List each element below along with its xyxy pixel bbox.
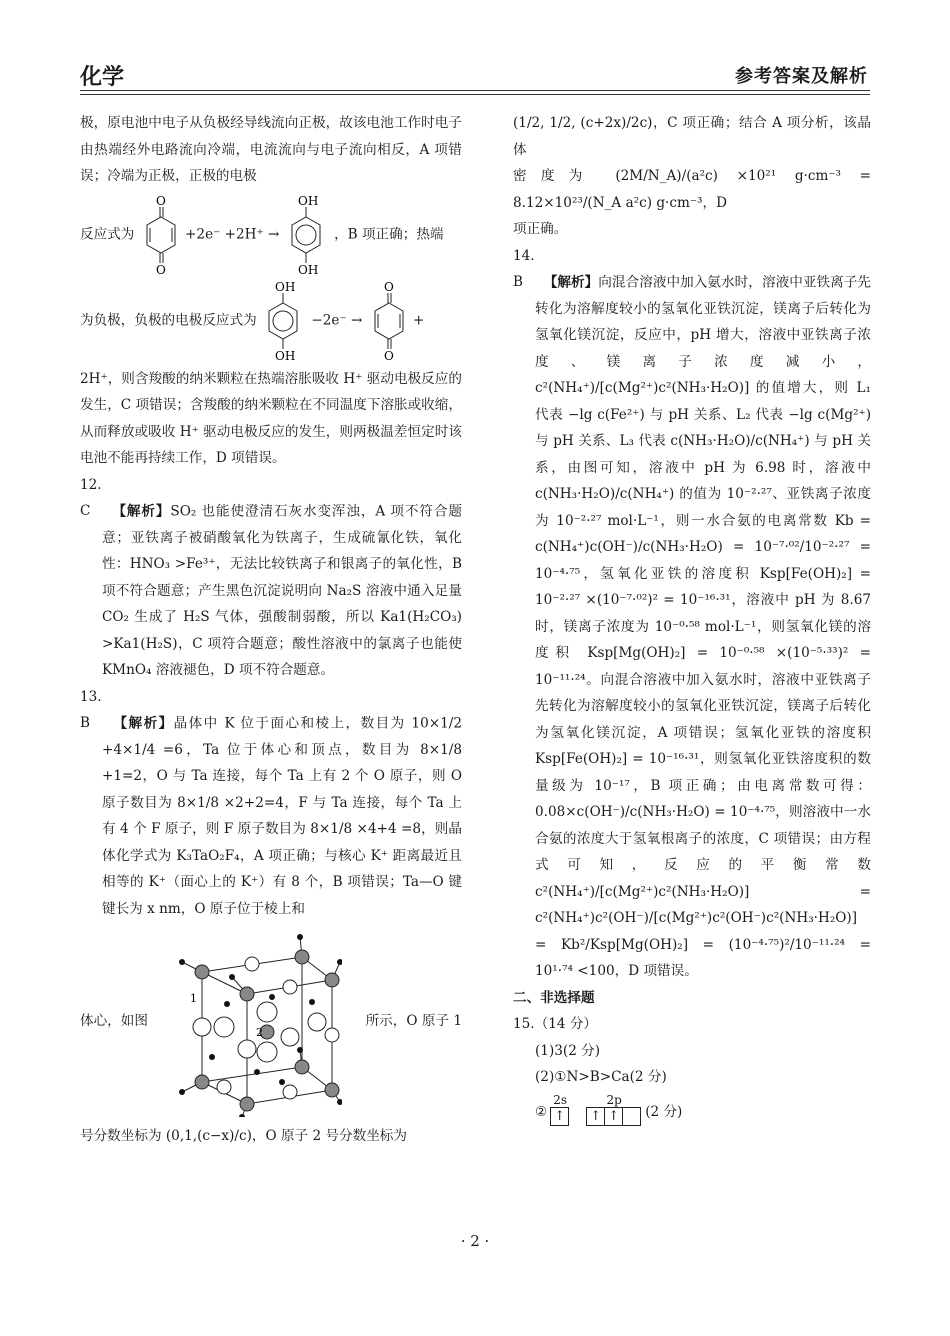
atom-label-1: 1	[189, 992, 197, 1005]
svg-text:OH: OH	[297, 262, 319, 276]
page-number: · 2 ·	[460, 1232, 490, 1250]
header-rule	[80, 90, 870, 91]
hydroquinone-structure	[284, 194, 330, 276]
paragraph: 号分数坐标为 (0,1,(c−x)/c)，O 原子 2 号分数坐标为	[80, 1128, 407, 1144]
svg-text:O: O	[383, 348, 394, 362]
svg-text:OH: OH	[275, 348, 296, 362]
question-15-part-2: (2)①N>B>Ca(2 分)	[535, 1069, 667, 1085]
left-column	[80, 110, 462, 1150]
svg-text:OH: OH	[297, 193, 319, 208]
crystal-figure-row: 体心，如图 1 2 所示，O 原子 1	[80, 926, 462, 1117]
crystal-structure-diagram	[172, 932, 342, 1117]
negative-electrode-equation: 为负极，负极的电极反应式为 OH OH −2e⁻ → O O +	[80, 279, 425, 362]
density-formula: 密度为 (2M/N_A)/(a²c) ×10²¹ g·cm⁻³ = 8.12×10²³/(N_A a²c) g·cm⁻³，D	[513, 168, 871, 211]
section-heading: 二、非选择题	[513, 989, 595, 1006]
benzoquinone-structure	[139, 194, 181, 276]
question-12-answer: 12. C 【解析】SO₂ 也能使澄清石灰水变浑浊，A 项不符合题意；亚铁离子被硝酸氧化为铁离子，生成硫氰化铁，氧化性：HNO₃ >Fe³⁺，无法比较铁离子和银离子的氧化性，B 项不符合题意；产生黑色沉淀说明向 Na₂S 溶液中通入足量 CO₂ 生成了 H₂S 气体，强酸制弱酸，所以 Ka1(H₂CO₃) >Ka1(H₂S)，C 项符合题意；酸性溶液中的氯离子也能使 KMnO₄ 溶液褪色，D 项不符合题意。	[80, 476, 462, 678]
header-rule-2	[80, 94, 870, 95]
svg-text:O: O	[383, 279, 394, 294]
svg-text:O: O	[155, 193, 166, 208]
hydroquinone-structure	[261, 280, 307, 362]
svg-text:O: O	[155, 262, 166, 276]
question-13-answer: 13. B 【解析】晶体中 K 位于面心和棱上，数目为 10×1/2 +4×1/4 =6，Ta 位于体心和顶点，数目为 8×1/8 +1=2，O 与 Ta 连接，每个 Ta 上有 2 个 O 原子，则 O 原子数目为 8×1/8 ×2+2=4，F 与 Ta 连接，每个 Ta 上有 4 个 F 原子，则 F 原子数目为 8×1/8 ×4+4 =8，则晶体化学式为 K₃TaO₂F₄，A 项正确；与核心 K⁺ 距离最近且相等的 K⁺（面心上的 K⁺）有 8 个，B 项错误；Ta—O 键键长为 x nm，O 原子位于棱上和	[80, 688, 462, 917]
question-14-answer: 14. B 【解析】向混合溶液中加入氨水时，溶液中亚铁离子先转化为溶解度较小的氢氧化亚铁沉淀，镁离子后转化为氢氧化镁沉淀，反应中，pH 增大，溶液中亚铁离子浓度、镁离子浓度减小，c²(NH₄⁺)/[c(Mg²⁺)c²(NH₃·H₂O)] 的值增大，则 L₁ 代表 −lg c(Fe²⁺) 与 pH 关系、L₂ 代表 −lg c(Mg²⁺) 与 pH 关系、L₃ 代表 c(NH₃·H₂O)/c(NH₄⁺) 与 pH 关系，由图可知，溶液中 pH 为 6.98 时，溶液中 c(NH₃·H₂O)/c(NH₄⁺) 的值为 10⁻²·²⁷、亚铁离子浓度为 10⁻²·²⁷ mol·L⁻¹，则一水合氨的电离常数 Kb = c(NH₄⁺)c(OH⁻)/c(NH₃·H₂O) = 10⁻⁷·⁰²/10⁻²·²⁷ = 10⁻⁴·⁷⁵，氢氧化亚铁的溶度积 Ksp[Fe(OH)₂] = 10⁻²·²⁷ ×(10⁻⁷·⁰²)² = 10⁻¹⁶·³¹，溶液中 pH 为 8.67 时，镁离子浓度为 10⁻⁰·⁵⁸ mol·L⁻¹，则氢氧化镁的溶度积 Ksp[Mg(OH)₂] = 10⁻⁰·⁵⁸ ×(10⁻⁵·³³)² = 10⁻¹¹·²⁴。向混合溶液中加入氨水时，溶液中亚铁离子先转化为溶解度较小的氢氧化亚铁沉淀，镁离子后转化为氢氧化镁沉淀，A 项错误；氢氧化亚铁的溶度积 Ksp[Fe(OH)₂] = 10⁻¹⁶·³¹，则氢氧化亚铁溶度积的数量级为 10⁻¹⁷，B 项正确；由电离常数可得：0.08×c(OH⁻)/c(NH₃·H₂O) = 10⁻⁴·⁷⁵，则溶液中一水合氨的浓度大于氢氧根离子的浓度，C 项错误；由方程式可知，反应的平衡常数 c²(NH₄⁺)/[c(Mg²⁺)c²(NH₃·H₂O)] = c²(NH₄⁺)c²(OH⁻)/[c(Mg²⁺)c²(OH⁻)c²(NH₃·H₂O)] = Kb²/Ksp[Mg(OH)₂] = (10⁻⁴·⁷⁵)²/10⁻¹¹·²⁴ = 10¹·⁷⁴ <100，D 项错误。	[513, 247, 872, 979]
paragraph: 项正确。	[513, 221, 568, 237]
benzoquinone-structure	[367, 280, 409, 362]
positive-electrode-equation: 反应式为 O O +2e⁻ +2H⁺ → OH OH ，B 项正确；热端	[80, 193, 444, 276]
orbital-2p: 2p ↑ ↑	[587, 1093, 641, 1126]
header-title: 参考答案及解析	[735, 66, 868, 87]
paragraph: (1/2, 1/2, (c+2x)/2c)，C 项正确；结合 A 项分析，该晶体	[513, 115, 871, 158]
question-15-part-1: (1)3(2 分)	[535, 1042, 601, 1059]
header-subject: 化学	[80, 64, 125, 90]
question-15-heading: 15.（14 分）	[513, 1016, 598, 1032]
right-column	[513, 110, 871, 1126]
paragraph: 极，原电池中电子从负极经导线流向正极，故该电池工作时电子由热端经外电路流向冷端，电流流向与电子流向相反，A 项错误；冷端为正极，正极的电极	[80, 115, 462, 184]
atom-label-2: 2	[255, 1026, 263, 1039]
paragraph: 2H⁺，则含羧酸的纳米颗粒在热端溶胀吸收 H⁺ 驱动电极反应的发生，C 项错误；含羧酸的纳米颗粒在不同温度下溶胀或收缩，从而释放或吸收 H⁺ 驱动电极反应的发生，则两极温差恒定时该电池不能再持续工作，D 项错误。	[80, 370, 462, 466]
svg-text:OH: OH	[275, 279, 296, 294]
orbital-2s: 2s ↑	[551, 1093, 569, 1126]
orbital-diagram: ② 2s ↑ 2p ↑ ↑ (2 分)	[535, 1092, 683, 1124]
